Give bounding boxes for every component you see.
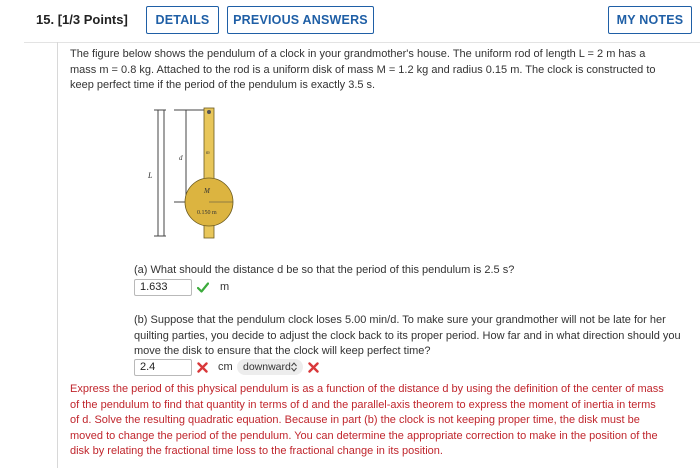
label-L: L	[148, 171, 153, 180]
problem-line: The figure below shows the pendulum of a clock in your grandmother's house. The uniform rod of length L = 2 m has a	[70, 48, 646, 60]
left-gutter	[0, 0, 24, 468]
part-a-answer-input[interactable]: 1.633	[134, 279, 192, 296]
problem-statement	[70, 47, 656, 94]
pivot-point	[207, 110, 211, 114]
problem-line: mass m = 0.8 kg. Attached to the rod is a uniform disk of mass M = 1.2 kg and radius 0.15 m. The clock is constructed to	[70, 63, 656, 76]
direction-select-value: downward	[243, 361, 291, 373]
previous-answers-button[interactable]: PREVIOUS ANSWERS	[227, 6, 374, 34]
problem-line: keep perfect time if the period of the pendulum is exactly 3.5 s.	[70, 79, 376, 91]
part-a-prompt: (a) What should the distance d be so that the period of this pendulum is 2.5 s?	[134, 264, 515, 276]
part-b-prompt-line: (b) Suppose that the pendulum clock loses 5.00 min/d. To make sure your grandmother will not be late for her	[134, 314, 666, 326]
hint-line: moved to change the period of the pendulum. You can determine the appropriate correction to make in the position of the	[70, 429, 658, 442]
part-b-prompt-line: quilting parties, you decide to adjust the clock back to its proper period. How far and in what direction should you	[134, 329, 681, 342]
select-updown-icon	[291, 362, 297, 372]
incorrect-x-icon	[197, 362, 208, 373]
part-a-unit: m	[220, 281, 230, 293]
part-b-unit: cm	[218, 361, 233, 373]
question-number-label: 15.	[36, 12, 55, 27]
direction-select[interactable]	[237, 359, 303, 375]
question-content	[57, 42, 700, 468]
label-d: d	[179, 154, 183, 162]
label-radius: 0.150 m	[197, 210, 217, 216]
pendulum-figure	[144, 106, 254, 246]
hint-line: Express the period of this physical pendulum is as a function of the distance d by using the definition of the center of mass	[70, 383, 664, 395]
label-M: M	[204, 187, 210, 195]
hint-line: disk by relating the fractional time loss to the fractional change in its position.	[70, 445, 443, 457]
hint-line: of d. Solve the resulting quadratic equation. Because in part (b) the clock is not keeping proper time, the disk must be	[70, 414, 640, 426]
label-m: m	[206, 151, 210, 156]
hint-line: of the pendulum to find that quantity in terms of d and the parallel-axis theorem to express the moment of inertia in terms	[70, 398, 656, 411]
details-button[interactable]: DETAILS	[146, 6, 219, 34]
my-notes-button[interactable]: MY NOTES	[608, 6, 692, 34]
feedback-hint	[70, 382, 700, 460]
part-b-prompt	[134, 313, 681, 360]
points-label: [1/3 Points]	[57, 12, 128, 27]
question-panel	[24, 0, 700, 468]
incorrect-x-icon	[308, 362, 319, 373]
question-header	[24, 0, 700, 43]
part-b-answer-input[interactable]: 2.4	[134, 359, 192, 376]
correct-check-icon	[197, 282, 209, 293]
part-b-prompt-line: move the disk to ensure that the clock will keep perfect time?	[134, 345, 431, 357]
question-number	[36, 12, 128, 27]
